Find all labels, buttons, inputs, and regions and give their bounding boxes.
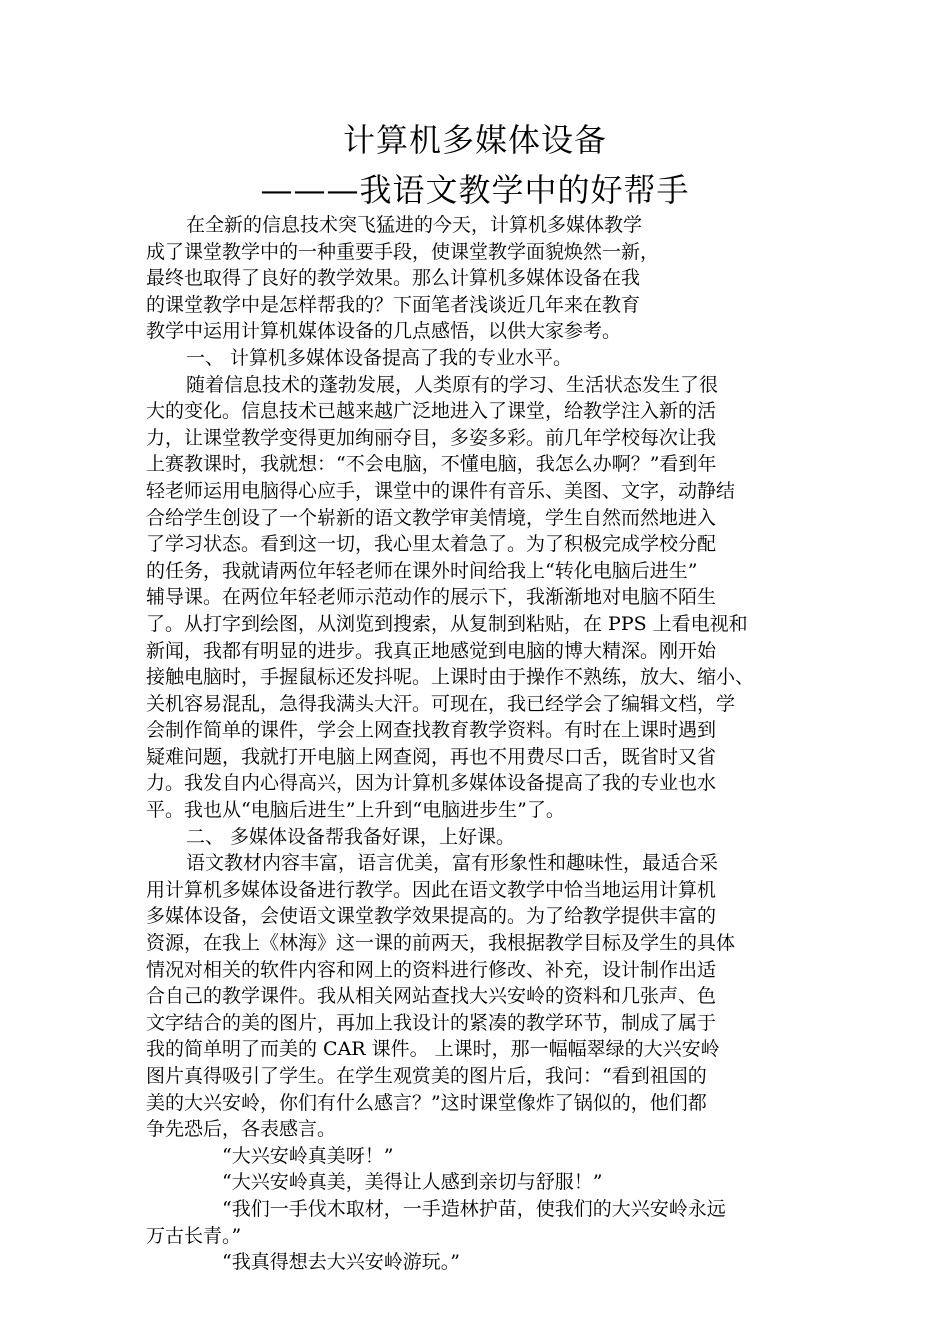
section-heading: 二、 多媒体设备帮我备好课，上好课。 <box>186 825 516 848</box>
text-line: 争先恐后，各表感言。 <box>146 1118 337 1141</box>
text-line: 平。我也从“电脑后进生”上升到“电脑进步生”了。 <box>146 799 565 822</box>
document-title: 计算机多媒体设备 <box>342 121 607 159</box>
text-line: 多媒体设备，会使语文课堂教学效果提高的。为了给教学提供丰富的 <box>146 905 717 928</box>
text-line: 上赛教课时，我就想：“不会电脑，不懂电脑，我怎么办啊？”看到年 <box>146 453 717 476</box>
text-line: 语文教材内容丰富，语言优美，富有形象性和趣味性，最适合采 <box>186 852 719 875</box>
text-line: 文字结合的美的图片，再加上我设计的紧凑的教学环节，制成了属于 <box>146 1011 717 1034</box>
quote-line: “我真得想去大兴安岭游玩。” <box>222 1251 460 1274</box>
text-line: 的课堂教学中是怎样帮我的？下面笔者浅谈近几年来在教育 <box>146 293 641 316</box>
text-line: 随着信息技术的蓬勃发展，人类原有的学习、生活状态发生了很 <box>186 373 719 396</box>
document-body <box>146 212 822 1276</box>
text-line: 轻老师运用电脑得心应手，课堂中的课件有音乐、美图、文字，动静结 <box>146 479 736 502</box>
text-line: 美的大兴安岭，你们有什么感言？”这时课堂像炸了锅似的，他们都 <box>146 1091 707 1114</box>
text-line: 情况对相关的软件内容和网上的资料进行修改、补充，设计制作出适 <box>146 958 717 981</box>
text-line: 合给学生创设了一个崭新的语文教学审美情境，学生自然而然地进入 <box>146 506 717 529</box>
text-line: 疑难问题，我就打开电脑上网查阅，再也不用费尽口舌，既省时又省 <box>146 745 717 768</box>
text-line: 会制作简单的课件，学会上网查找教育教学资料。有时在上课时遇到 <box>146 719 717 742</box>
text-line: 辅导课。在两位年轻老师示范动作的展示下，我渐渐地对电脑不陌生 <box>146 586 717 609</box>
text-line: 力。我发自内心得高兴，因为计算机多媒体设备提高了我的专业也水 <box>146 772 717 795</box>
text-line: 合自己的教学课件。我从相关网站查找大兴安岭的资料和几张声、色 <box>146 985 717 1008</box>
text-line: 用计算机多媒体设备进行教学。因此在语文教学中恰当地运用计算机 <box>146 878 717 901</box>
intro-paragraph <box>146 212 746 345</box>
section-heading: 一、 计算机多媒体设备提高了我的专业水平。 <box>186 346 573 369</box>
quote-line: 万古长青。” <box>146 1224 242 1247</box>
quote-line: “大兴安岭真美，美得让人感到亲切与舒服！” <box>222 1171 603 1194</box>
quote-line: “我们一手伐木取材，一手造林护苗，使我们的大兴安岭永远 <box>222 1197 726 1220</box>
text-line: 新闻，我都有明显的进步。我真正地感觉到电脑的博大精深。刚开始 <box>146 639 717 662</box>
text-line: 在全新的信息技术突飞猛进的今天，计算机多媒体教学 <box>186 214 643 236</box>
text-line: 教学中运用计算机媒体设备的几点感悟，以供大家参考。 <box>146 320 622 343</box>
text-line: 了。从打字到绘图，从浏览到搜索，从复制到粘贴，在 PPS 上看电视和 <box>146 612 748 635</box>
text-line: 力，让课堂教学变得更加绚丽夺目，多姿多彩。前几年学校每次让我 <box>146 426 717 449</box>
text-line: 接触电脑时，手握鼠标还发抖呢。上课时由于操作不熟练，放大、缩小、 <box>146 666 755 689</box>
text-line: 资源，在我上《林海》这一课的前两天，我根据教学目标及学生的具体 <box>146 932 736 955</box>
text-line: 图片真得吸引了学生。在学生观赏美的图片后，我问：“看到祖国的 <box>146 1065 707 1087</box>
text-line: 成了课堂教学中的一种重要手段，使课堂教学面貌焕然一新， <box>146 240 660 263</box>
text-line: 的任务，我就请两位年轻老师在课外时间给我上“转化电脑后进生” <box>146 559 698 582</box>
text-line: 最终也取得了良好的教学效果。那么计算机多媒体设备在我 <box>146 267 641 290</box>
section-2 <box>146 824 822 1143</box>
quote-line: “大兴安岭真美呀！” <box>222 1144 394 1167</box>
document-subtitle: ———我语文教学中的好帮手 <box>260 171 690 209</box>
text-line: 了学习状态。看到这一切，我心里太着急了。为了积极完成学校分配 <box>146 533 717 556</box>
section-1 <box>146 345 822 824</box>
text-line: 关机容易混乱，急得我满头大汗。可现在，我已经学会了编辑文档，学 <box>146 692 736 715</box>
text-line: 我的简单明了而美的 CAR 课件。 上课时，那一幅幅翠绿的大兴安岭 <box>146 1038 720 1061</box>
text-line: 大的变化。信息技术已越来越广泛地进入了课堂，给教学注入新的活 <box>146 400 717 423</box>
quotes-block <box>146 1143 822 1276</box>
